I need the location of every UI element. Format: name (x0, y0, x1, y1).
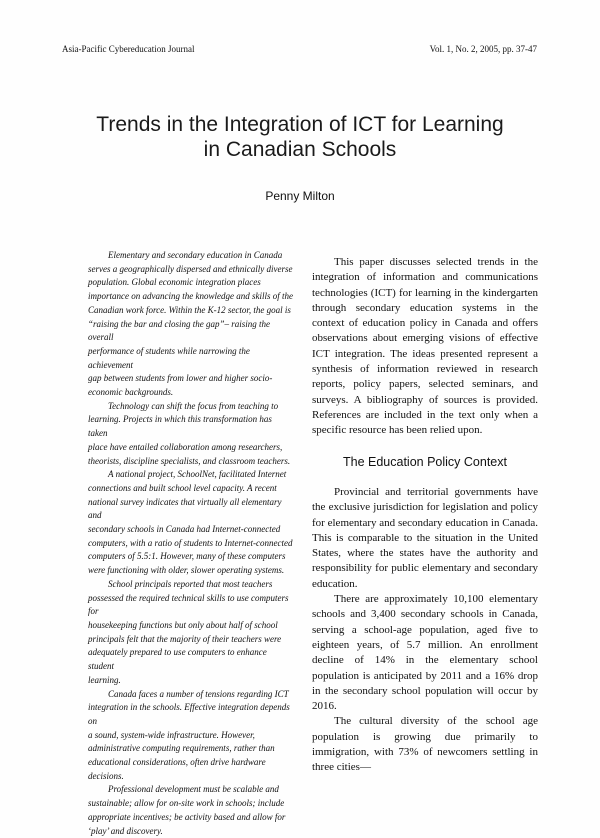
abstract-line: theorists, discipline specialists, and classroom teachers. (88, 455, 291, 466)
abstract-line: population. Global economic integration places (88, 277, 261, 288)
abstract-line: secondary schools in Canada had Internet-connected (88, 524, 281, 535)
abstract-line: integration in the schools. Effective integration depends on (88, 702, 290, 726)
intro-column (312, 255, 538, 439)
abstract-line: educational considerations, often drive hardware (88, 757, 266, 768)
section-paragraph: Provincial and territorial governments have the exclusive jurisdiction for legislation and policy for elementary and secondary education in Canada. This is comparable to the situation in the United States, where the states have the authority and responsibility for public elementary and secondary education. (312, 486, 538, 590)
abstract-line: performance of students while narrowing the achievement (88, 345, 250, 370)
abstract-line: “raising the bar and closing the gap”– raising the overall (88, 318, 271, 343)
title-line-2: in Canadian Schools (203, 138, 397, 161)
abstract-line: national survey indicates that virtually all elementary and (88, 496, 282, 521)
section-paragraph: There are approximately 10,100 elementary schools and 3,400 secondary schools in Canada, serving a school-age population, aged five to eighteen years, of 5.7 million. An enrollment decline of 14% in the elementary school population is anticipated by 2011 and a 16% drop in the secondary school population will occur by 2016. (312, 593, 538, 713)
abstract-line: School principals reported that most teachers (108, 578, 273, 589)
abstract-line: connections and built school level capacity. A recent (88, 482, 277, 493)
abstract-line: appropriate incentives; be activity based and allow for (88, 811, 286, 822)
abstract-line: were functioning with older, slower operating systems. (88, 565, 285, 576)
abstract-line: decisions. (88, 770, 124, 781)
abstract-line: computers, with a ratio of students to Internet-connected (88, 537, 293, 548)
abstract (88, 249, 293, 838)
running-header (62, 44, 537, 54)
title-line-1: Trends in the Integration of ICT for Learning (96, 113, 504, 136)
abstract-line: possessed the required technical skills to use computers for (88, 592, 289, 617)
author-name: Penny Milton (265, 189, 335, 203)
abstract-line: place have entailed collaboration among researchers, (88, 441, 283, 452)
intro-paragraph: This paper discusses selected trends in the integration of information and communications technologies (ICT) for learning in the kindergarten through secondary education systems in the context of education policy in Canada and offers observations about emerging visions of effective ICT integration. The ideas presented represent a synthesis of information reviewed in research reports, policy papers, selected seminars, and surveys. A bibliography of sources is provided. References are included in the text only when a specific resource has been relied upon. (312, 256, 538, 437)
abstract-line: Professional development must be scalable and (108, 784, 279, 795)
page-title (0, 112, 600, 162)
section-heading: The Education Policy Context (343, 455, 507, 469)
journal-name: Asia-Pacific Cybereducation Journal (62, 44, 195, 54)
abstract-line: principals felt that the majority of their teachers were (88, 633, 282, 644)
abstract-line: computers of 5.5:1. However, many of these computers (88, 551, 286, 562)
abstract-line: sustainable; allow for on-site work in schools; include (88, 798, 285, 809)
abstract-line: A national project, SchoolNet, facilitated Internet (108, 469, 287, 480)
abstract-line: Elementary and secondary education in Canada (108, 250, 283, 260)
abstract-line: learning. (88, 674, 121, 685)
section-paragraph: The cultural diversity of the school age population is growing due primarily to immigration, with 73% of newcomers settling in three cities— (312, 715, 538, 774)
abstract-line: a sound, system-wide infrastructure. However, (88, 729, 255, 740)
abstract-line: Canadian work force. Within the K-12 sector, the goal is (88, 304, 291, 315)
abstract-line: housekeeping functions but only about half of school (88, 619, 278, 630)
abstract-line: adequately prepared to use computers to enhance student (88, 647, 267, 672)
abstract-line: economic backgrounds. (88, 387, 174, 398)
abstract-line: learning. Projects in which this transformation has taken (88, 414, 272, 439)
abstract-line: ‘play’ and discovery. (88, 825, 163, 836)
abstract-line: gap between students from lower and higher socio- (88, 373, 273, 384)
abstract-line: serves a geographically dispersed and ethnically diverse (88, 263, 293, 274)
citation: Vol. 1, No. 2, 2005, pp. 37-47 (429, 44, 537, 54)
abstract-line: administrative computing requirements, rather than (88, 743, 275, 754)
abstract-line: Technology can shift the focus from teaching to (108, 400, 279, 411)
abstract-line: Canada faces a number of tensions regarding ICT (108, 688, 289, 699)
abstract-line: importance on advancing the knowledge and skills of the (88, 291, 293, 302)
section-body (312, 485, 538, 776)
